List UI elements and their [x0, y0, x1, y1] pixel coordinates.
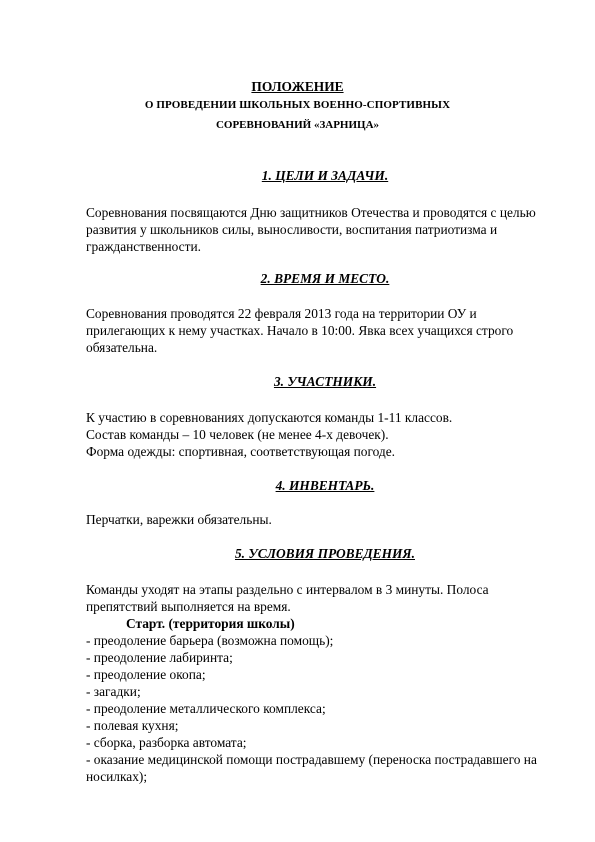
text-line: прилегающих к нему участках. Начало в 10:00. Явка всех учащихся строго: [86, 323, 514, 338]
section-text-conditions: [86, 581, 556, 615]
section-heading-goals: 1. ЦЕЛИ И ЗАДАЧИ.: [261, 168, 389, 183]
list-item: - загадки;: [86, 684, 141, 699]
text-line: Команды уходят на этапы раздельно с интервалом в 3 минуты. Полоса: [86, 582, 489, 597]
text-line: Соревнования посвящаются Дню защитников Отечества и проводятся с целью: [86, 205, 536, 220]
section-text-goals: [86, 204, 556, 255]
list-item: - преодоление барьера (возможна помощь);: [86, 633, 334, 648]
text-line: Перчатки, варежки обязательны.: [86, 512, 272, 527]
list-item: - преодоление окопа;: [86, 667, 206, 682]
document-title: ПОЛОЖЕНИЕ: [251, 79, 344, 94]
stages-list: [86, 632, 556, 785]
document-subtitle-line2: СОРЕВНОВАНИЙ «ЗАРНИЦА»: [215, 119, 380, 131]
text-line: К участию в соревнованиях допускаются команды 1-11 классов.: [86, 410, 453, 425]
start-label: Старт. (территория школы): [126, 616, 295, 631]
section-text-equipment: [86, 511, 556, 528]
text-line: Форма одежды: спортивная, соответствующая погоде.: [86, 444, 396, 459]
text-line: Соревнования проводятся 22 февраля 2013 года на территории ОУ и: [86, 306, 477, 321]
text-line: обязательна.: [86, 340, 158, 355]
text-line: гражданственности.: [86, 239, 201, 254]
list-item: - полевая кухня;: [86, 718, 179, 733]
list-item: - сборка, разборка автомата;: [86, 735, 247, 750]
section-heading-equipment: 4. ИНВЕНТАРЬ.: [275, 478, 375, 493]
list-item: - преодоление лабиринта;: [86, 650, 233, 665]
section-text-time-place: [86, 305, 556, 356]
document-subtitle-line1: О ПРОВЕДЕНИИ ШКОЛЬНЫХ ВОЕННО-СПОРТИВНЫХ: [144, 99, 451, 111]
text-line: препятствий выполняется на время.: [86, 599, 291, 614]
section-heading-participants: 3. УЧАСТНИКИ.: [273, 374, 377, 389]
text-line: развития у школьников силы, выносливости, воспитания патриотизма и: [86, 222, 498, 237]
text-line: Состав команды – 10 человек (не менее 4-х девочек).: [86, 427, 389, 442]
list-item: носилках);: [86, 769, 148, 784]
section-text-participants: [86, 409, 556, 460]
section-heading-time-place: 2. ВРЕМЯ И МЕСТО.: [260, 271, 390, 286]
list-item: - оказание медицинской помощи пострадавшему (переноска пострадавшего на: [86, 752, 537, 767]
section-heading-conditions: 5. УСЛОВИЯ ПРОВЕДЕНИЯ.: [234, 546, 415, 561]
list-item: - преодоление металлического комплекса;: [86, 701, 326, 716]
